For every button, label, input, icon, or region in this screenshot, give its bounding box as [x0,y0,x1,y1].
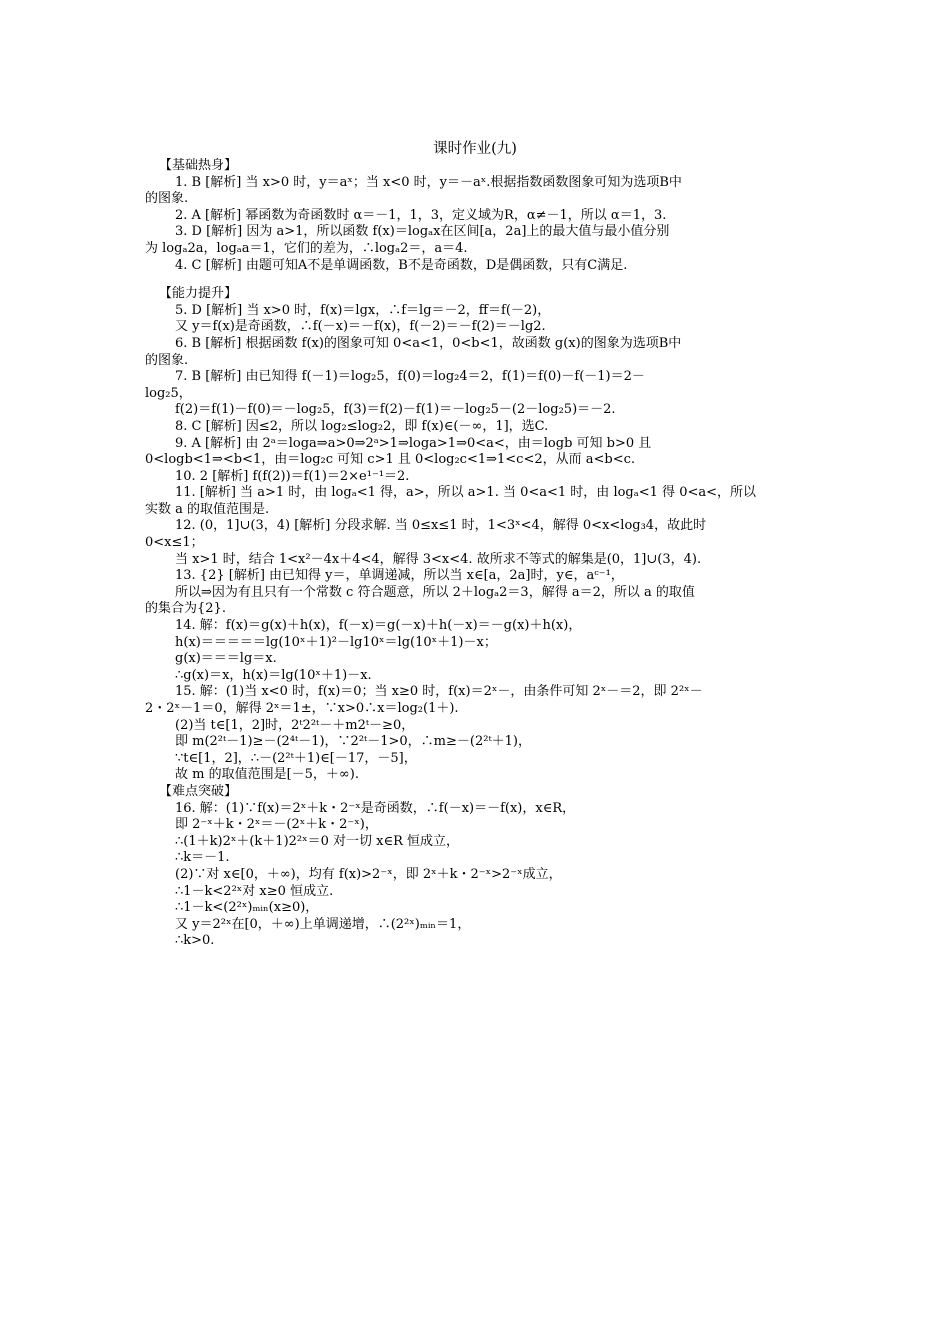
section-heading: 【基础热身】 [159,158,238,173]
text-line: 9. A [解析] 由 2ᵃ＝loga⇒a>0⇒2ᵃ>1⇒loga>1⇒0<a<，由＝logb 可知 b>0 且 [175,435,652,451]
text-line: 2・2ˣ－1＝0，解得 2ˣ＝1±，∵x>0∴x＝log₂(1＋). [145,701,459,716]
text-line: 又 y＝f(x)是奇函数，∴f(－x)＝－f(x)，f(－2)＝－f(2)＝－lg2. [175,319,546,335]
text-line: ∴g(x)＝x，h(x)＝lg(10ˣ＋1)－x. [175,667,372,683]
text-line: 11. [解析] 当 a>1 时，由 logₐ<1 得，a>，所以 a>1. 当 0<a<1 时，由 logₐ<1 得 0<a<，所以 [175,485,756,501]
text-line: 0<x≤1； [145,535,204,551]
text-line: (2)当 t∈[1，2]时，2ᵗ2²ᵗ－＋m2ᵗ－≥0， [175,717,415,733]
text-line: 故 m 的取值范围是[－5，＋∞). [175,767,359,783]
text-line: 2. A [解析] 幂函数为奇函数时 α＝－1，1，3，定义域为R，α≠－1，所以 α＝1，3. [175,207,667,223]
text-line: 15. 解：(1)当 x<0 时，f(x)＝0；当 x≥0 时，f(x)＝2ˣ－，由条件可知 2ˣ－＝2，即 2²ˣ－ [175,684,703,700]
text-line: h(x)＝＝＝＝＝lg(10ˣ＋1)²－lg10ˣ＝lg(10ˣ＋1)－x； [175,634,497,650]
text-line: 6. B [解析] 根据函数 f(x)的图象可知 0<a<1，0<b<1，故函数 g(x)的图象为选项B中 [175,335,682,351]
text-line: 13. {2} [解析] 由已知得 y＝，单调递减，所以当 x∈[a，2a]时，y∈，aᶜ⁻¹， [175,568,624,584]
text-line: 14. 解：f(x)＝g(x)＋h(x)，f(－x)＝g(－x)＋h(－x)＝－g(x)＋h(x)， [175,618,582,634]
text-line: 又 y＝2²ˣ在[0，＋∞)上单调递增，∴(2²ˣ)ₘᵢₙ＝1， [175,916,471,932]
text-line: 4. C [解析] 由题可知A不是单调函数，B不是奇函数，D是偶函数，只有C满足. [175,257,628,273]
text-line: (2)∵对 x∈[0，＋∞)，均有 f(x)>2⁻ˣ，即 2ˣ＋k・2⁻ˣ>2⁻ˣ成立， [175,866,562,882]
text-line: 所以⇒因为有且只有一个常数 c 符合题意，所以 2＋logₐ2＝3，解得 a＝2，所以 a 的取值 [175,584,695,600]
text-line: 为 logₐ2a，logₐa＝1，它们的差为，∴logₐ2＝，a＝4. [145,240,468,256]
text-line: g(x)＝＝＝lg＝x. [175,651,277,667]
text-line: 即 2⁻ˣ＋k・2ˣ＝－(2ˣ＋k・2⁻ˣ)， [175,817,378,833]
text-line: 当 x>1 时，结合 1<x²－4x＋4<4，解得 3<x<4. 故所求不等式的解集是(0，1]∪(3，4). [175,551,702,567]
text-line: 的集合为{2}. [145,601,226,617]
text-line: f(2)＝f(1)－f(0)＝－log₂5，f(3)＝f(2)－f(1)＝－log₂5－(2－log₂5)＝－2. [175,402,616,418]
text-line: ∴k>0. [175,933,215,949]
text-line: 7. B [解析] 由已知得 f(－1)＝log₂5，f(0)＝log₂4＝2，f(1)＝f(0)－f(－1)＝2－ [175,369,645,385]
text-line: 10. 2 [解析] f(f(2))＝f(1)＝2×e¹⁻¹＝2. [175,468,410,484]
section-heading: 【难点突破】 [159,783,238,799]
text-line: 的图象. [145,352,189,368]
section-heading: 【能力提升】 [159,286,238,302]
text-line: 12. (0，1]∪(3，4) [解析] 分段求解. 当 0≤x≤1 时，1<3ˣ<4，解得 0<x<log₃4，故此时 [175,518,707,534]
text-line: 8. C [解析] 因≤2，所以 log₂≤log₂2，即 f(x)∈(－∞，1]，选C. [175,418,549,434]
section-gap [145,274,809,286]
text-line: ∴k＝－1. [175,850,230,866]
text-line: 实数 a 的取值范围是. [145,501,270,517]
text-line: 5. D [解析] 当 x>0 时，f(x)＝lgx，∴f＝lg＝－2，ff＝f(－2)， [175,302,551,318]
text-line: 即 m(2²ᵗ－1)≥－(2⁴ᵗ－1)，∵2²ᵗ－1>0，∴m≥－(2²ᵗ＋1)， [175,734,532,750]
text-line: 的图象. [145,191,189,207]
page-title: 课时作业(九) [433,141,517,157]
text-line: ∴(1＋k)2ˣ＋(k＋1)2²ˣ＝0 对一切 x∈R 恒成立， [175,833,460,849]
text-line: ∵t∈[1，2]，∴－(2²ᵗ＋1)∈[－17，－5]， [175,750,417,766]
text-line: 3. D [解析] 因为 a>1，所以函数 f(x)＝logₐx在区间[a，2a]上的最大值与最小值分别 [175,224,670,240]
text-line: 0<logb<1⇒<b<1，由＝log₂c 可知 c>1 且 0<log₂c<1⇒1<c<2，从而 a<b<c. [145,452,636,468]
text-line: 16. 解：(1)∵f(x)＝2ˣ＋k・2⁻ˣ是奇函数，∴f(－x)＝－f(x)，x∈R， [175,800,576,816]
text-line: log₂5， [145,385,192,401]
text-line: 1. B [解析] 当 x>0 时，y＝aˣ；当 x<0 时，y＝－aˣ.根据指数函数图象可知为选项B中 [175,174,682,190]
text-line: ∴1－k<2²ˣ对 x≥0 恒成立. [175,883,334,899]
answer-content [145,158,809,950]
text-line: ∴1－k<(2²ˣ)ₘᵢₙ(x≥0)， [175,900,319,916]
